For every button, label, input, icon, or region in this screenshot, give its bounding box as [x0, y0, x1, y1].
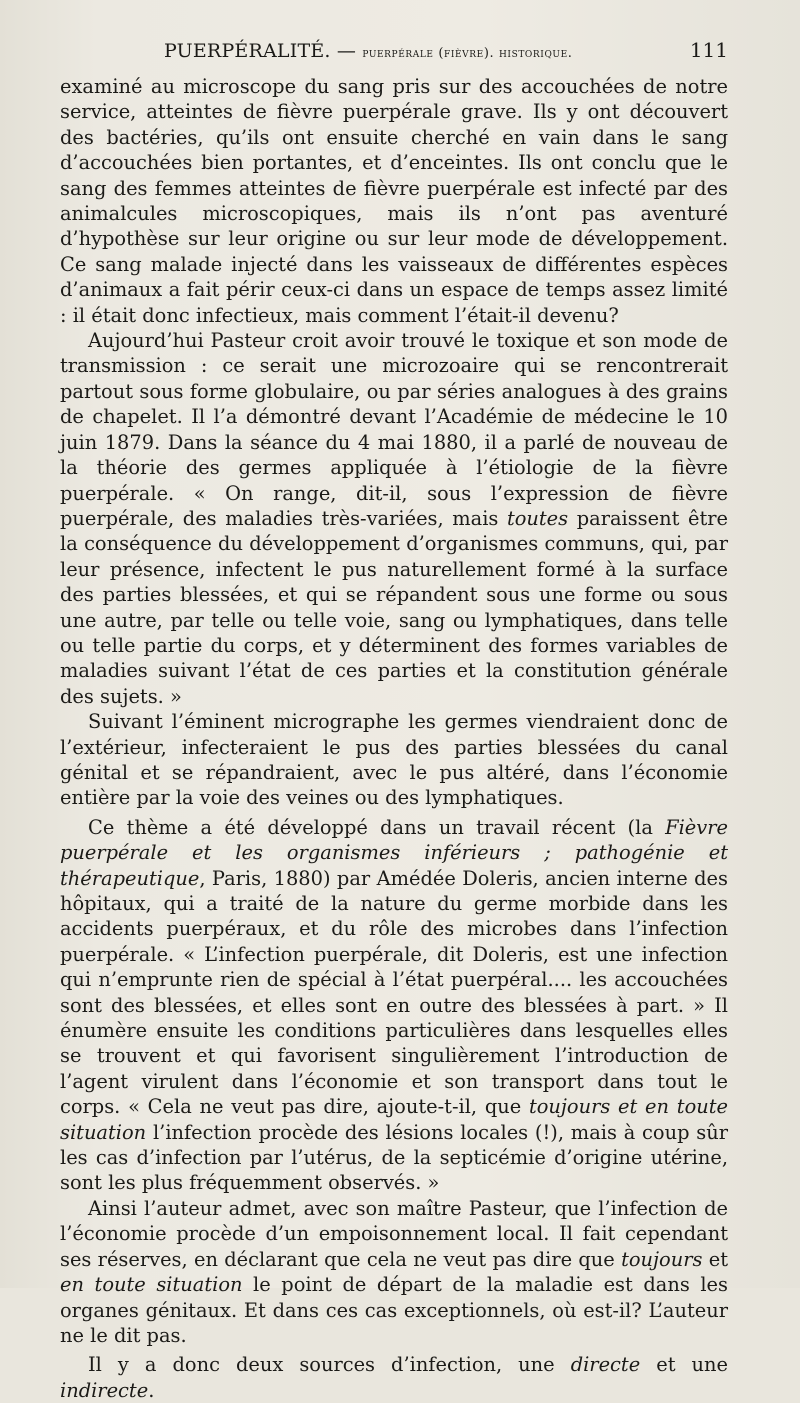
- paragraph: [60, 74, 728, 328]
- text-run: , Paris, 1880) par Amédée Doleris, ancien interne des hôpitaux, qui a traité de la nature du germe morbide dans les accidents puerpéraux, et du rôle des microbes dans l’infection puerpérale. « L’infection puerpérale, dit Doleris, est une infection qui n’emprunte rien de spécial à l’état puerpéral.... les accouchées sont des blessées, et elles sont en outre des blessées à part. » Il énumère ensuite les conditions particulières dans lesquelles elles se trouvent et qui favorisent singulièrement l’introduction de l’agent virulent dans l’économie et son transport dans tout le corps. « Cela ne veut pas dire, ajoute-t-il, que: [60, 866, 728, 1119]
- text-run: le point de départ de la maladie est dans les organes génitaux. Et dans ces cas exceptionnels, où est-il? L’auteur ne le dit pas.: [60, 1273, 728, 1347]
- paragraph: [60, 1196, 728, 1348]
- text-run: et une: [640, 1353, 728, 1377]
- text-run: Il y a donc deux sources d’infection, une: [88, 1353, 571, 1377]
- text-run: .: [148, 1378, 155, 1402]
- running-title-main: PUERPÉRALITÉ.: [164, 40, 331, 62]
- text-run: Suivant l’éminent micrographe les germes viendraient donc de l’extérieur, infecteraient le pus des parties blessées du canal génital et se répandraient, avec le pus altéré, dans l’économie entière par la voie des veines ou des lymphatiques.: [60, 710, 728, 810]
- paragraph: [60, 328, 728, 709]
- paragraph: [60, 1352, 728, 1403]
- italic-run: indirecte: [60, 1378, 149, 1402]
- paragraph: [60, 815, 728, 1196]
- text-run: et: [702, 1247, 728, 1271]
- italic-run: toujours: [621, 1247, 703, 1271]
- paragraph: [60, 709, 728, 811]
- italic-run: directe: [570, 1353, 641, 1377]
- text-run: examiné au microscope du sang pris sur des accouchées de notre service, atteintes de fièvre puerpérale grave. Ils y ont découvert des bactéries, qu’ils ont ensuite cherché en vain dans le sang d’accouchées bien portantes, et d’enceintes. Ils ont conclu que le sang des femmes atteintes de fièvre puerpérale est infecté par des animalcules microscopiques, mais ils n’ont pas aventuré d’hypothèse sur leur origine ou sur leur mode de développement. Ce sang malade injecté dans les vaisseaux de différentes espèces d’animaux a fait périr ceux-ci dans un espace de temps assez limité : il était donc infectieux, mais comment l’était-il devenu?: [60, 75, 728, 327]
- running-title-dash: —: [336, 40, 357, 62]
- body-text: [60, 74, 728, 1403]
- running-title: [164, 40, 573, 62]
- italic-run: toujours et en toute situation: [60, 1095, 728, 1144]
- running-title-subtitle: puerpérale (fièvre). historique.: [362, 46, 573, 61]
- running-header: [60, 38, 728, 74]
- italic-run: toutes: [506, 506, 569, 530]
- text-run: paraissent être la conséquence du développement d’organismes communs, qui, par leur présence, infectent le pus naturellement formé à la surface des parties blessées, et qui se répandent sous une forme ou sous une autre, par telle ou telle voie, sang ou lymphatiques, dans telle ou telle partie du corps, et y déterminent des formes variables de maladies suivant l’état de ces parties et la constitution générale des sujets. »: [60, 506, 728, 708]
- text-run: l’infection procède des lésions locales (!), mais à coup sûr les cas d’infection par l’utérus, de la septicémie d’origine utérine, sont les plus fréquemment observés. »: [60, 1120, 728, 1195]
- text-run: Ce thème a été développé dans un travail récent (la: [88, 815, 666, 839]
- text-run: Ainsi l’auteur admet, avec son maître Pasteur, que l’infection de l’économie procède d’un empoisonnement local. Il fait cependant ses réserves, en déclarant que cela ne veut pas dire que: [60, 1196, 728, 1271]
- text-run: Aujourd’hui Pasteur croit avoir trouvé le toxique et son mode de transmission : ce serait une microzoaire qui se rencontrerait partout sous forme globulaire, ou par séries analogues à des grains de chapelet. Il l’a démontré devant l’Académie de médecine le 10 juin 1879. Dans la séance du 4 mai 1880, il a parlé de nouveau de la théorie des germes appliquée à l’étiologie de la fièvre puerpérale. « On range, dit-il, sous l’expression de fièvre puerpérale, des maladies très-variées, mais: [60, 329, 728, 530]
- page-number: 111: [689, 38, 728, 62]
- italic-run: Fièvre puerpérale et les organismes inférieurs ; pathogénie et thérapeutique: [60, 815, 728, 890]
- italic-run: en toute situation: [60, 1273, 243, 1297]
